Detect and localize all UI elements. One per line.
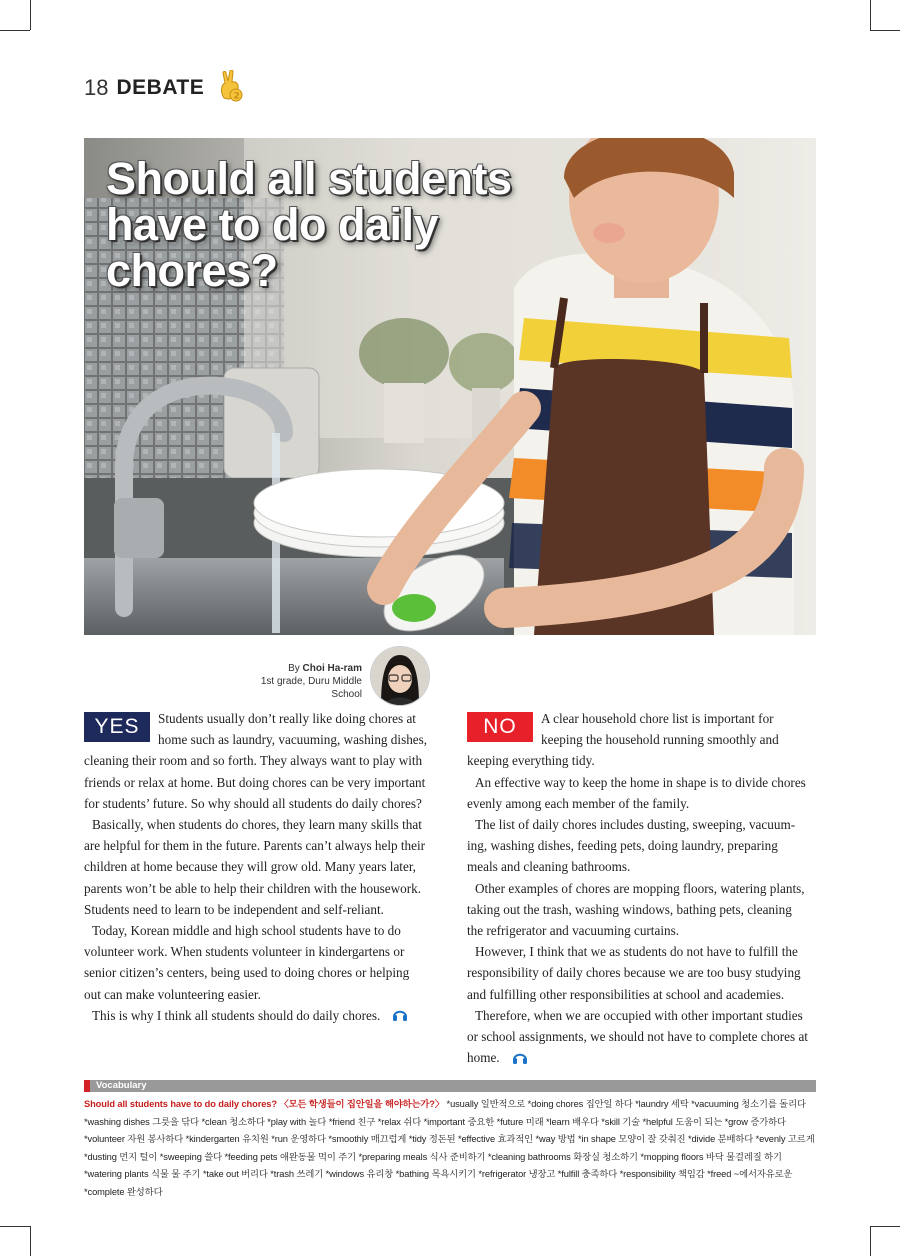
- author-avatar: [370, 646, 430, 706]
- headphones-icon: [384, 1006, 408, 1027]
- crop-mark: [30, 0, 31, 30]
- yes-paragraph: Basically, when students do chores, they learn many skills that are helpful for them in the future. Parents can’t always help their children at home because they will grow old. Many years later, parents won’t be able to help their children with the housework. Students need to learn to be independent and self-reliant.: [84, 817, 426, 917]
- vocabulary-list: *usually 일반적으로 *doing chores 집안일 하다 *laundry 세탁 *vacuuming 청소기를 돌리다 *washing dishes 그릇을 닦다 *clean 청소하다 *play with 놀다 *friend 친구 *relax 쉬다 *important 중요한 *future 미래 *learn 배우다 *skill 기술 *helpful 도움이 되는 *grow 증가하다 *volunteer 자원 봉사하다 *kindergarten 유치원 *run 운영하다 *smoothly 매끄럽게 *tidy 정돈된 *effective 효과적인 *way 방법 *in shape 모양이 잘 갖춰진 *divide 분배하다 *evenly 고르게 *dusting 먼지 털이 *sweeping 쓸다 *feeding pets 애완동물 먹이 주기 *preparing meals 식사 준비하기 *cleaning bathrooms 화장실 청소하기 *mopping floors 바닥 물걸레질 하기 *watering plants 식물 물 주기 *take out 버리다 *trash 쓰레기 *windows 유리창 *bathing 목욕시키기 *refrigerator 냉장고 *fulfill 충족하다 *responsibility 책임감 *freed ~에서자유로운 *complete 완성하다: [84, 1099, 815, 1197]
- victory-hand-icon: [218, 70, 244, 107]
- headphones-icon: [504, 1049, 528, 1070]
- yes-paragraph: Today, Korean middle and high school students have to do volunteer work. When students volunteer in kindergartens or senior citizen’s centers, being used to doing chores or helping out can make volunteering easier.: [84, 923, 410, 1002]
- vocabulary-marker: [84, 1080, 90, 1092]
- no-paragraph: A clear household chore list is important for keeping the household running smoothly and keeping everything tidy.: [467, 711, 779, 769]
- no-paragraph: Other examples of chores are mopping floors, watering plants, taking out the trash, washing windows, bathing pets, cleaning the refrigerator and vacuuming curtains.: [467, 880, 805, 939]
- crop-mark: [870, 1226, 900, 1227]
- yes-paragraph: Students usually don’t really like doing chores at home such as laundry, vacuuming, washing dishes, cleaning their room and so forth. They always want to play with friends or relax at home. But doing chores can be very important for students’ future. So why should all students do daily chores?: [84, 711, 428, 811]
- page-header: [84, 68, 244, 108]
- crop-mark: [870, 30, 900, 31]
- article-title: [106, 153, 546, 296]
- article-title-line: chores?: [106, 245, 278, 296]
- yes-paragraph: This is why I think all students should do daily chores.: [92, 1007, 381, 1023]
- article-title-line: have to do daily: [106, 199, 439, 250]
- crop-mark: [870, 0, 871, 30]
- vocabulary-header: [84, 1080, 816, 1092]
- page-number: 18: [84, 75, 109, 100]
- crop-mark: [30, 1226, 31, 1256]
- crop-mark: [870, 1226, 871, 1256]
- author-name: Choi Ha-ram: [302, 663, 362, 674]
- author-affiliation: 1st grade, Duru Middle School: [260, 676, 362, 700]
- no-paragraph: However, I think that we as students do not have to fulfill the responsibility of daily chores because we are too busy studying and fulfilling other responsibilities at school and academies.: [467, 944, 801, 1002]
- no-paragraph: The list of daily chores includes dusting, sweeping, vacuum-ing, washing dishes, feeding pets, doing laundry, preparing meals and cleaning bathrooms.: [467, 817, 796, 875]
- crop-mark: [0, 30, 30, 31]
- vocabulary-question: Should all students have to do daily chores? 〈모든 학생들이 집안일을 해야하는가?〉: [84, 1099, 445, 1109]
- hero-image: [84, 138, 816, 635]
- byline: [230, 662, 362, 701]
- svg-text:2: 2: [233, 91, 241, 101]
- yes-badge: YES: [84, 712, 150, 742]
- no-column: [467, 708, 811, 1070]
- no-badge: NO: [467, 712, 533, 742]
- no-paragraph: An effective way to keep the home in shape is to divide chores evenly among each member of the family.: [467, 774, 806, 811]
- no-paragraph: Therefore, when we are occupied with other important studies or school assignments, we should not have to complete chores at home.: [467, 1007, 808, 1066]
- article-title-line: Should all students: [106, 153, 512, 204]
- crop-mark: [0, 1226, 30, 1227]
- vocabulary-text: [84, 1096, 816, 1201]
- yes-column: [84, 708, 428, 1027]
- vocabulary-label: Vocabulary: [96, 1080, 147, 1091]
- byline-by: By: [288, 663, 300, 674]
- section-title: DEBATE: [116, 76, 205, 99]
